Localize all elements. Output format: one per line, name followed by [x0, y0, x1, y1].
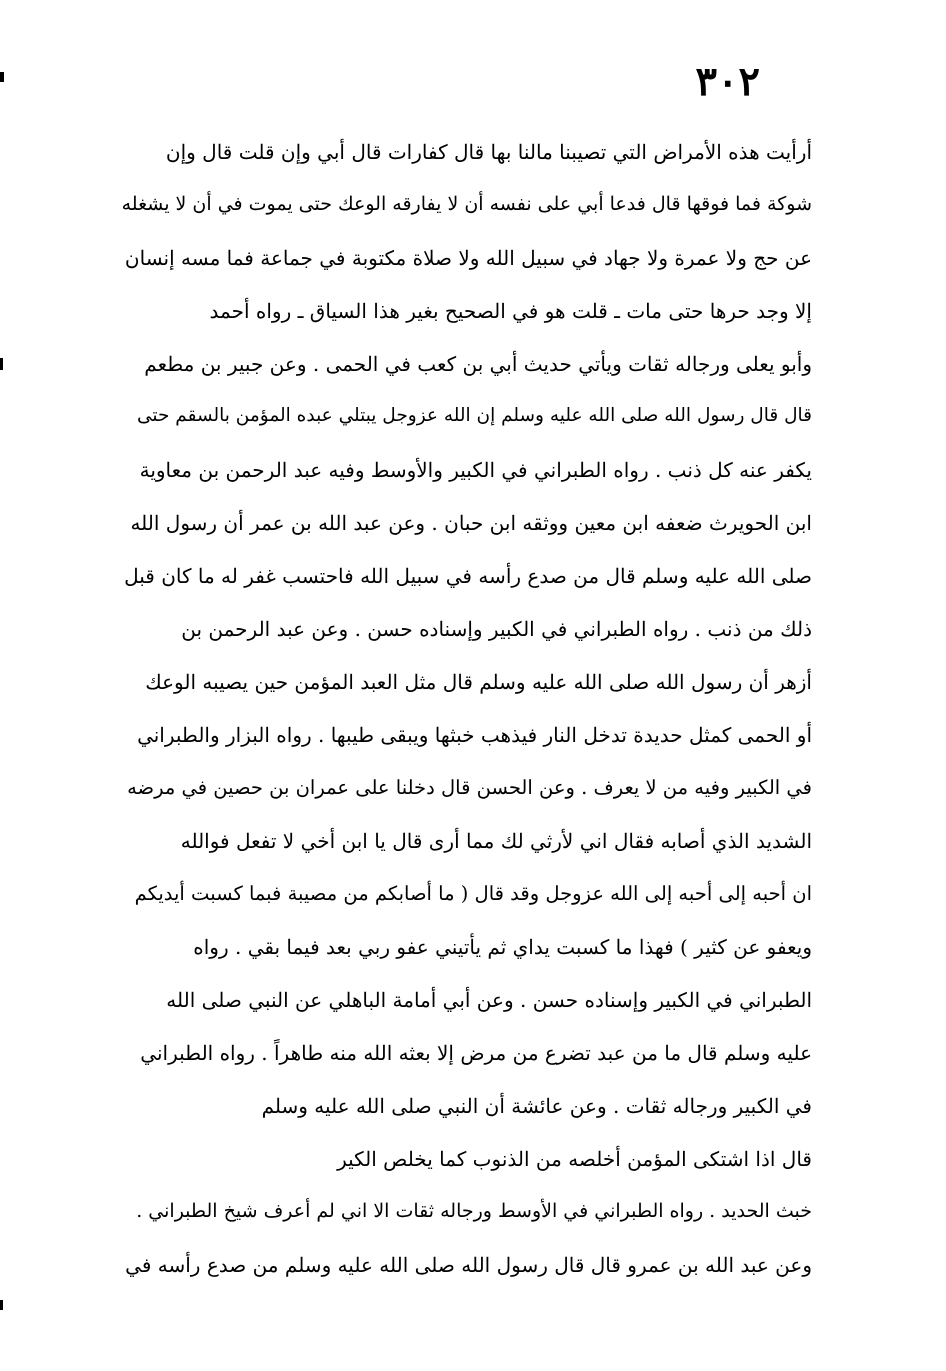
text-line-4: إلا وجد حرها حتى مات ـ قلت هو في الصحيح بغير هذا السياق ـ رواه أحمد [209, 298, 812, 323]
text-line-19: في الكبير ورجاله ثقات . وعن عائشة أن النبي صلى الله عليه وسلم [261, 1093, 812, 1118]
text-line-14: الشديد الذي أصابه فقال اني لأرثي لك مما أرى قال يا ابن أخي لا تفعل فوالله [180, 828, 812, 853]
text-line-2: شوكة فما فوقها قال فدعا أبي على نفسه أن لا يفارقه الوعك حتى يموت في أن لا يشغله [121, 193, 812, 215]
text-line-6: قال قال رسول الله صلى الله عليه وسلم إن الله عزوجل يبتلي عبده المؤمن بالسقم حتى [136, 405, 812, 427]
body-text [120, 125, 812, 1291]
text-line-21: خبث الحديد . رواه الطبراني في الأوسط ورجاله ثقات الا اني لم أعرف شيخ الطبراني . [136, 1200, 812, 1222]
text-line-5: وأبو يعلى ورجاله ثقات ويأتي حديث أبي بن كعب في الحمى . وعن جبير بن مطعم [144, 351, 812, 376]
text-line-18: عليه وسلم قال ما من عبد تضرع من مرض إلا بعثه الله منه طاهراً . رواه الطبراني [140, 1040, 812, 1065]
scan-mark-bottom [0, 1300, 3, 1310]
text-line-20: قال اذا اشتكى المؤمن أخلصه من الذنوب كما يخلص الكير [337, 1146, 812, 1171]
text-line-12: أو الحمى كمثل حديدة تدخل النار فيذهب خبثها ويبقى طيبها . رواه البزار والطبراني [137, 722, 812, 747]
text-line-7: يكفر عنه كل ذنب . رواه الطبراني في الكبير والأوسط وفيه عبد الرحمن بن معاوية [139, 457, 812, 482]
text-line-16: ويعفو عن كثير ) فهذا ما كسبت يداي ثم يأتيني عفو ربي بعد فيما بقي . رواه [193, 934, 812, 959]
text-line-13: في الكبير وفيه من لا يعرف . وعن الحسن قال دخلنا على عمران بن حصين في مرضه [127, 775, 812, 799]
text-line-17: الطبراني في الكبير وإسناده حسن . وعن أبي أمامة الباهلي عن النبي صلى الله [166, 987, 812, 1012]
text-line-22: وعن عبد الله بن عمرو قال قال رسول الله صلى الله عليه وسلم من صدع رأسه في [125, 1252, 812, 1277]
text-line-3: عن حج ولا عمرة ولا جهاد في سبيل الله ولا صلاة مكتوبة في جماعة فما مسه إنسان [124, 245, 812, 270]
scan-mark-middle [0, 358, 3, 370]
scan-mark-top [0, 72, 4, 82]
text-line-15: ان أحبه إلى أحبه إلى الله عزوجل وقد قال ( ما أصابكم من مصيبة فبما كسبت أيديكم [134, 881, 812, 905]
text-line-10: ذلك من ذنب . رواه الطبراني في الكبير وإسناده حسن . وعن عبد الرحمن بن [181, 616, 812, 641]
text-line-8: ابن الحويرث ضعفه ابن معين ووثقه ابن حبان . وعن عبد الله بن عمر أن رسول الله [130, 510, 812, 535]
text-line-11: أزهر أن رسول الله صلى الله عليه وسلم قال مثل العبد المؤمن حين يصيبه الوعك [145, 669, 812, 694]
text-line-9: صلى الله عليه وسلم قال من صدع رأسه في سبيل الله فاحتسب غفر له ما كان قبل [124, 563, 812, 588]
page-number: ٣٠٢ [695, 58, 760, 105]
text-line-1: أرأيت هذه الأمراض التي تصيبنا مالنا بها قال كفارات قال أبي وإن قلت قال وإن [165, 139, 812, 164]
